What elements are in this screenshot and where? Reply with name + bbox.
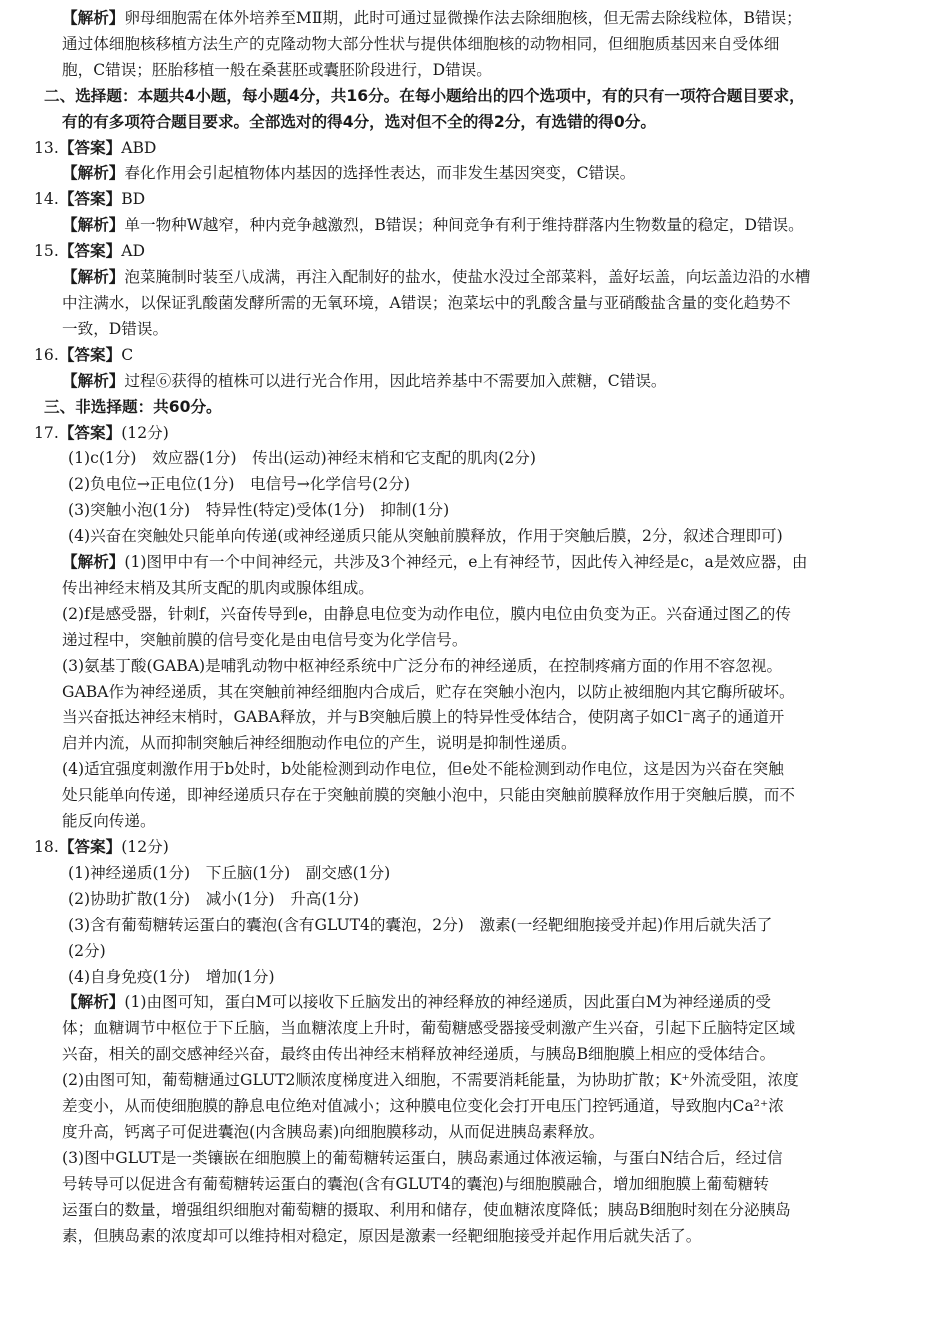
q17-analysis-line-2: 传出神经末梢及其所支配的肌肉或腺体组成。 [62,578,374,597]
q17-answer-3: (3)突触小泡(1分) 特异性(特定)受体(1分) 抑制(1分) [68,501,450,520]
q15-answer: 15.【答案】AD [34,242,145,261]
q15-analysis-line-2: 中注满水，以保证乳酸菌发酵所需的无氧环境，A错误；泡菜坛中的乳酸含量与亚硝酸盐含量的变化趋势不 [62,293,791,312]
q18-analysis-line-3: 兴奋，相关的副交感神经兴奋，最终由传出神经末梢释放神经递质，与胰岛B细胞膜上相应的受体结合。 [62,1045,776,1064]
section-2-heading-cont: 有的有多项符合题目要求。全部选对的得4分，选对但不全的得2分，有选错的得0分。 [62,112,656,131]
q18-analysis-line-8: 号转导可以促进含有葡萄糖转运蛋白的囊泡(含有GLUT4的囊泡)与细胞膜融合，增加细胞膜上葡萄糖转 [62,1174,769,1193]
q18-answer-4: (4)自身免疫(1分) 增加(1分) [68,967,275,986]
section-2-heading: 二、选择题：本题共4小题，每小题4分，共16分。在每小题给出的四个选项中，有的只有一项符合题目要求， [44,86,805,105]
q17-answer-1: (1)c(1分) 效应器(1分) 传出(运动)神经末梢和它支配的肌肉(2分) [68,449,536,468]
analysis-tag: 【解析】 [62,9,125,27]
top-analysis-line-2: 通过体细胞核移植方法生产的克隆动物大部分性状与提供体细胞核的动物相同，但细胞质基因来自受体细 [62,34,780,53]
q15-analysis-line-3: 一致，D错误。 [62,319,169,338]
q17-analysis-line-7: 当兴奋抵达神经末梢时，GABA释放，并与B突触后膜上的特异性受体结合，使阴离子如Cl⁻离子的通道开 [62,708,785,727]
q14-answer: 14.【答案】BD [34,190,146,209]
section-3-heading: 三、非选择题：共60分。 [44,397,222,416]
q18-analysis-line-5: 差变小，从而使细胞膜的静息电位绝对值减小；这种膜电位变化会打开电压门控钙通道，导致胞内Ca²⁺浓 [62,1097,784,1116]
q18-analysis-line-7: (3)图中GLUT是一类镶嵌在细胞膜上的葡萄糖转运蛋白，胰岛素通过体液运输，与蛋白N结合后，经过信 [62,1148,783,1167]
q16-answer: 16.【答案】C [34,345,134,364]
q17-analysis-line-1: 【解析】(1)图甲中有一个中间神经元，共涉及3个神经元，e上有神经节，因此传入神经是c，a是效应器，由 [62,553,808,572]
top-analysis-line-1: 【解析】卵母细胞需在体外培养至MⅡ期，此时可通过显微操作法去除细胞核，但无需去除线粒体，B错误； [62,9,802,27]
q13-answer: 13.【答案】ABD [34,138,157,157]
q17-analysis-line-5: (3)氨基丁酸(GABA)是哺乳动物中枢神经系统中广泛分布的神经递质，在控制疼痛方面的作用不容忽视。 [62,656,783,675]
q17-answer: 17.【答案】(12分) [34,423,169,442]
q17-answer-4: (4)兴奋在突触处只能单向传递(或神经递质只能从突触前膜释放，作用于突触后膜，2分，叙述合理即可) [68,527,783,546]
q18-answer-3: (3)含有葡萄糖转运蛋白的囊泡(含有GLUT4的囊泡，2分) 激素(一经靶细胞接受并起)作用后就失活了 [68,915,773,934]
q16-analysis: 【解析】过程⑥获得的植株可以进行光合作用，因此培养基中不需要加入蔗糖，C错误。 [62,371,667,390]
q17-analysis-line-3: (2)f是感受器，针刺f，兴奋传导到e，由静息电位变为动作电位，膜内电位由负变为正。兴奋通过图乙的传 [62,604,791,623]
q17-analysis-line-9: (4)适宜强度刺激作用于b处时，b处能检测到动作电位，但e处不能检测到动作电位，这是因为兴奋在突触 [62,760,784,779]
q18-analysis-line-9: 运蛋白的数量，增强组织细胞对葡萄糖的摄取、利用和储存，使血糖浓度降低；胰岛B细胞时刻在分泌胰岛 [62,1200,791,1219]
q17-analysis-line-11: 能反向传递。 [62,812,156,831]
q17-analysis-line-10: 处只能单向传递，即神经递质只存在于突触前膜的突触小泡中，只能由突触前膜释放作用于突触后膜，而不 [62,786,795,805]
q18-answer: 18.【答案】(12分) [34,838,169,856]
q13-analysis: 【解析】春化作用会引起植物体内基因的选择性表达，而非发生基因突变，C错误。 [62,164,636,183]
q17-analysis-line-4: 递过程中，突触前膜的信号变化是由电信号变为化学信号。 [62,630,468,649]
q17-analysis-line-6: GABA作为神经递质，其在突触前神经细胞内合成后，贮存在突触小泡内，以防止被细胞内其它酶所破坏。 [62,682,795,701]
q14-analysis: 【解析】单一物种W越窄，种内竞争越激烈，B错误；种间竞争有利于维持群落内生物数量的稳定，D错误。 [62,216,804,235]
q18-analysis-line-1: 【解析】(1)由图可知，蛋白M可以接收下丘脑发出的神经释放的神经递质，因此蛋白M为神经递质的受 [62,993,771,1012]
q18-analysis-line-2: 体；血糖调节中枢位于下丘脑，当血糖浓度上升时，葡萄糖感受器接受刺激产生兴奋，引起下丘脑特定区域 [62,1019,795,1038]
q18-answer-1: (1)神经递质(1分) 下丘脑(1分) 副交感(1分) [68,863,391,882]
q17-analysis-line-8: 启并内流，从而抑制突触后神经细胞动作电位的产生，说明是抑制性递质。 [62,734,577,753]
q18-analysis-line-10: 素，但胰岛素的浓度却可以维持相对稳定，原因是激素一经靶细胞接受并起作用后就失活了。 [62,1226,702,1245]
q18-answer-2: (2)协助扩散(1分) 减小(1分) 升高(1分) [68,889,360,908]
q18-analysis-line-4: (2)由图可知，葡萄糖通过GLUT2顺浓度梯度进入细胞，不需要消耗能量，为协助扩散；K⁺外流受阻，浓度 [62,1071,799,1090]
q18-analysis-line-6: 度升高，钙离子可促进囊泡(内含胰岛素)向细胞膜移动，从而促进胰岛素释放。 [62,1122,605,1141]
q18-answer-3-cont: (2分) [68,941,106,960]
top-analysis-line-3: 胞，C错误；胚胎移植一般在桑葚胚或囊胚阶段进行，D错误。 [62,60,492,79]
q15-analysis-line-1: 【解析】泡菜腌制时装至八成满，再注入配制好的盐水，使盐水没过全部菜料，盖好坛盖，向坛盖边沿的水槽 [62,268,811,287]
q17-answer-2: (2)负电位→正电位(1分) 电信号→化学信号(2分) [68,475,410,494]
